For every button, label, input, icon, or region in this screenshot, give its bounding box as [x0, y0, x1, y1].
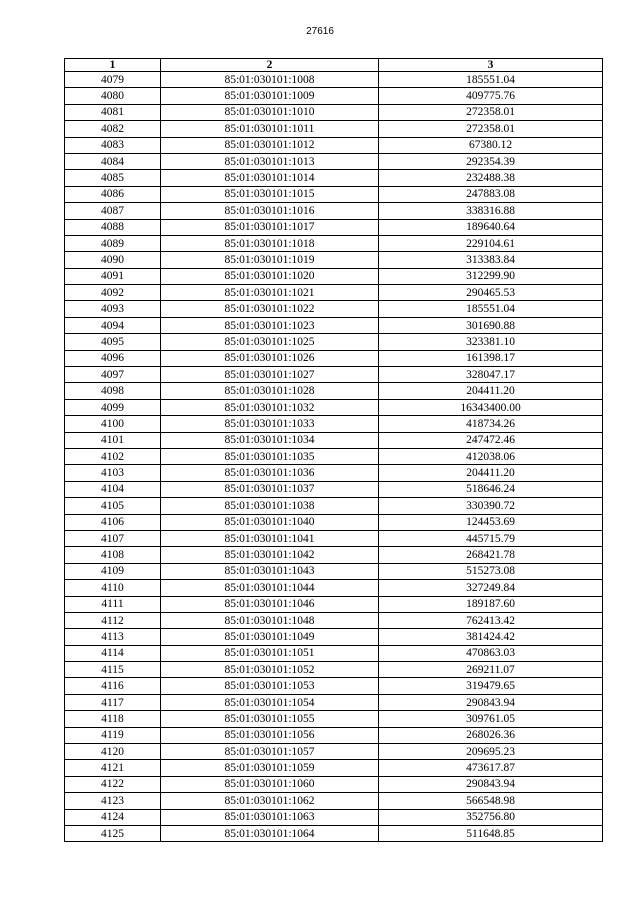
row-number-cell: 4085: [65, 170, 161, 186]
table-row: [65, 399, 603, 415]
cadastral-number-cell: 85:01:030101:1025: [161, 334, 379, 350]
cadastral-number-cell: 85:01:030101:1052: [161, 662, 379, 678]
table-row: [65, 416, 603, 432]
value-cell: 290843.94: [379, 694, 603, 710]
cadastral-number-cell: 85:01:030101:1009: [161, 88, 379, 104]
row-number-cell: 4121: [65, 760, 161, 776]
row-number-cell: 4102: [65, 448, 161, 464]
table-row: [65, 104, 603, 120]
table-row: [65, 235, 603, 251]
value-cell: 209695.23: [379, 744, 603, 760]
cadastral-number-cell: 85:01:030101:1059: [161, 760, 379, 776]
value-cell: 412038.06: [379, 448, 603, 464]
row-number-cell: 4123: [65, 793, 161, 809]
table-row: [65, 72, 603, 88]
table-row: [65, 760, 603, 776]
table-row: [65, 776, 603, 792]
column-header-1: 1: [65, 59, 161, 72]
row-number-cell: 4099: [65, 399, 161, 415]
cadastral-number-cell: 85:01:030101:1026: [161, 350, 379, 366]
table-row: [65, 301, 603, 317]
value-cell: 67380.12: [379, 137, 603, 153]
row-number-cell: 4097: [65, 367, 161, 383]
cadastral-number-cell: 85:01:030101:1018: [161, 235, 379, 251]
table-row: [65, 678, 603, 694]
table-row: [65, 317, 603, 333]
table-row: [65, 350, 603, 366]
row-number-cell: 4079: [65, 72, 161, 88]
row-number-cell: 4120: [65, 744, 161, 760]
value-cell: 204411.20: [379, 465, 603, 481]
value-cell: 185551.04: [379, 301, 603, 317]
value-cell: 473617.87: [379, 760, 603, 776]
value-cell: 418734.26: [379, 416, 603, 432]
value-cell: 16343400.00: [379, 399, 603, 415]
page-number: 27616: [306, 26, 334, 37]
row-number-cell: 4114: [65, 645, 161, 661]
table-row: [65, 629, 603, 645]
cadastral-number-cell: 85:01:030101:1008: [161, 72, 379, 88]
row-number-cell: 4117: [65, 694, 161, 710]
table-row: [65, 186, 603, 202]
value-cell: 185551.04: [379, 72, 603, 88]
row-number-cell: 4095: [65, 334, 161, 350]
row-number-cell: 4115: [65, 662, 161, 678]
cadastral-number-cell: 85:01:030101:1021: [161, 285, 379, 301]
cadastral-number-cell: 85:01:030101:1034: [161, 432, 379, 448]
table-row: [65, 170, 603, 186]
row-number-cell: 4080: [65, 88, 161, 104]
value-cell: 269211.07: [379, 662, 603, 678]
value-cell: 268421.78: [379, 547, 603, 563]
value-cell: 566548.98: [379, 793, 603, 809]
row-number-cell: 4107: [65, 530, 161, 546]
table-row: [65, 285, 603, 301]
value-cell: 161398.17: [379, 350, 603, 366]
value-cell: 352756.80: [379, 809, 603, 825]
table-row: [65, 530, 603, 546]
table-row: [65, 580, 603, 596]
row-number-cell: 4090: [65, 252, 161, 268]
registry-table: [64, 58, 603, 842]
row-number-cell: 4112: [65, 612, 161, 628]
value-cell: 290465.53: [379, 285, 603, 301]
table-row: [65, 219, 603, 235]
value-cell: 381424.42: [379, 629, 603, 645]
cadastral-number-cell: 85:01:030101:1048: [161, 612, 379, 628]
cadastral-number-cell: 85:01:030101:1019: [161, 252, 379, 268]
value-cell: 319479.65: [379, 678, 603, 694]
value-cell: 268026.36: [379, 727, 603, 743]
row-number-cell: 4088: [65, 219, 161, 235]
value-cell: 272358.01: [379, 104, 603, 120]
cadastral-number-cell: 85:01:030101:1011: [161, 121, 379, 137]
cadastral-number-cell: 85:01:030101:1017: [161, 219, 379, 235]
cadastral-number-cell: 85:01:030101:1054: [161, 694, 379, 710]
table-row: [65, 367, 603, 383]
cadastral-number-cell: 85:01:030101:1040: [161, 514, 379, 530]
cadastral-number-cell: 85:01:030101:1035: [161, 448, 379, 464]
row-number-cell: 4125: [65, 825, 161, 841]
header-row: [65, 59, 603, 72]
table-row: [65, 481, 603, 497]
value-cell: 338316.88: [379, 203, 603, 219]
table-row: [65, 662, 603, 678]
value-cell: 124453.69: [379, 514, 603, 530]
cadastral-number-cell: 85:01:030101:1020: [161, 268, 379, 284]
cadastral-number-cell: 85:01:030101:1060: [161, 776, 379, 792]
row-number-cell: 4091: [65, 268, 161, 284]
value-cell: 272358.01: [379, 121, 603, 137]
table-row: [65, 334, 603, 350]
value-cell: 762413.42: [379, 612, 603, 628]
value-cell: 189187.60: [379, 596, 603, 612]
table-body: [65, 72, 603, 842]
table-row: [65, 596, 603, 612]
cadastral-number-cell: 85:01:030101:1056: [161, 727, 379, 743]
cadastral-number-cell: 85:01:030101:1016: [161, 203, 379, 219]
cadastral-number-cell: 85:01:030101:1023: [161, 317, 379, 333]
table-row: [65, 137, 603, 153]
cadastral-number-cell: 85:01:030101:1036: [161, 465, 379, 481]
row-number-cell: 4089: [65, 235, 161, 251]
value-cell: 515273.08: [379, 563, 603, 579]
cadastral-number-cell: 85:01:030101:1063: [161, 809, 379, 825]
value-cell: 313383.84: [379, 252, 603, 268]
row-number-cell: 4108: [65, 547, 161, 563]
row-number-cell: 4096: [65, 350, 161, 366]
value-cell: 518646.24: [379, 481, 603, 497]
cadastral-number-cell: 85:01:030101:1038: [161, 498, 379, 514]
table-row: [65, 448, 603, 464]
row-number-cell: 4111: [65, 596, 161, 612]
value-cell: 189640.64: [379, 219, 603, 235]
row-number-cell: 4105: [65, 498, 161, 514]
row-number-cell: 4109: [65, 563, 161, 579]
cadastral-number-cell: 85:01:030101:1027: [161, 367, 379, 383]
row-number-cell: 4100: [65, 416, 161, 432]
table-row: [65, 825, 603, 841]
value-cell: 309761.05: [379, 711, 603, 727]
row-number-cell: 4118: [65, 711, 161, 727]
column-header-3: 3: [379, 59, 603, 72]
row-number-cell: 4087: [65, 203, 161, 219]
value-cell: 511648.85: [379, 825, 603, 841]
row-number-cell: 4092: [65, 285, 161, 301]
table-row: [65, 809, 603, 825]
cadastral-number-cell: 85:01:030101:1046: [161, 596, 379, 612]
table-row: [65, 203, 603, 219]
cadastral-number-cell: 85:01:030101:1041: [161, 530, 379, 546]
table-row: [65, 498, 603, 514]
table-header: [65, 59, 603, 72]
value-cell: 445715.79: [379, 530, 603, 546]
table-row: [65, 711, 603, 727]
row-number-cell: 4083: [65, 137, 161, 153]
table-row: [65, 744, 603, 760]
value-cell: 327249.84: [379, 580, 603, 596]
row-number-cell: 4113: [65, 629, 161, 645]
cadastral-number-cell: 85:01:030101:1055: [161, 711, 379, 727]
cadastral-number-cell: 85:01:030101:1043: [161, 563, 379, 579]
table-row: [65, 694, 603, 710]
value-cell: 292354.39: [379, 153, 603, 169]
value-cell: 323381.10: [379, 334, 603, 350]
row-number-cell: 4086: [65, 186, 161, 202]
column-header-2: 2: [161, 59, 379, 72]
table-row: [65, 88, 603, 104]
row-number-cell: 4104: [65, 481, 161, 497]
value-cell: 229104.61: [379, 235, 603, 251]
row-number-cell: 4119: [65, 727, 161, 743]
row-number-cell: 4093: [65, 301, 161, 317]
row-number-cell: 4124: [65, 809, 161, 825]
cadastral-number-cell: 85:01:030101:1042: [161, 547, 379, 563]
cadastral-number-cell: 85:01:030101:1032: [161, 399, 379, 415]
cadastral-number-cell: 85:01:030101:1062: [161, 793, 379, 809]
row-number-cell: 4116: [65, 678, 161, 694]
value-cell: 247472.46: [379, 432, 603, 448]
row-number-cell: 4110: [65, 580, 161, 596]
table-row: [65, 645, 603, 661]
row-number-cell: 4098: [65, 383, 161, 399]
row-number-cell: 4082: [65, 121, 161, 137]
table-row: [65, 153, 603, 169]
table-row: [65, 793, 603, 809]
table-row: [65, 252, 603, 268]
row-number-cell: 4094: [65, 317, 161, 333]
cadastral-number-cell: 85:01:030101:1022: [161, 301, 379, 317]
row-number-cell: 4106: [65, 514, 161, 530]
value-cell: 290843.94: [379, 776, 603, 792]
table-row: [65, 727, 603, 743]
cadastral-number-cell: 85:01:030101:1051: [161, 645, 379, 661]
row-number-cell: 4084: [65, 153, 161, 169]
cadastral-number-cell: 85:01:030101:1064: [161, 825, 379, 841]
table-row: [65, 612, 603, 628]
cadastral-number-cell: 85:01:030101:1033: [161, 416, 379, 432]
cadastral-number-cell: 85:01:030101:1049: [161, 629, 379, 645]
value-cell: 312299.90: [379, 268, 603, 284]
cadastral-number-cell: 85:01:030101:1015: [161, 186, 379, 202]
row-number-cell: 4101: [65, 432, 161, 448]
cadastral-number-cell: 85:01:030101:1010: [161, 104, 379, 120]
cadastral-number-cell: 85:01:030101:1044: [161, 580, 379, 596]
value-cell: 330390.72: [379, 498, 603, 514]
table-row: [65, 268, 603, 284]
table-row: [65, 563, 603, 579]
table-row: [65, 121, 603, 137]
value-cell: 301690.88: [379, 317, 603, 333]
value-cell: 232488.38: [379, 170, 603, 186]
cadastral-number-cell: 85:01:030101:1037: [161, 481, 379, 497]
value-cell: 409775.76: [379, 88, 603, 104]
value-cell: 328047.17: [379, 367, 603, 383]
value-cell: 470863.03: [379, 645, 603, 661]
table-row: [65, 383, 603, 399]
cadastral-number-cell: 85:01:030101:1013: [161, 153, 379, 169]
value-cell: 247883.08: [379, 186, 603, 202]
cadastral-number-cell: 85:01:030101:1028: [161, 383, 379, 399]
row-number-cell: 4103: [65, 465, 161, 481]
value-cell: 204411.20: [379, 383, 603, 399]
table-row: [65, 514, 603, 530]
cadastral-number-cell: 85:01:030101:1053: [161, 678, 379, 694]
table-row: [65, 432, 603, 448]
table-row: [65, 547, 603, 563]
table-row: [65, 465, 603, 481]
cadastral-number-cell: 85:01:030101:1012: [161, 137, 379, 153]
cadastral-number-cell: 85:01:030101:1057: [161, 744, 379, 760]
row-number-cell: 4081: [65, 104, 161, 120]
cadastral-number-cell: 85:01:030101:1014: [161, 170, 379, 186]
row-number-cell: 4122: [65, 776, 161, 792]
